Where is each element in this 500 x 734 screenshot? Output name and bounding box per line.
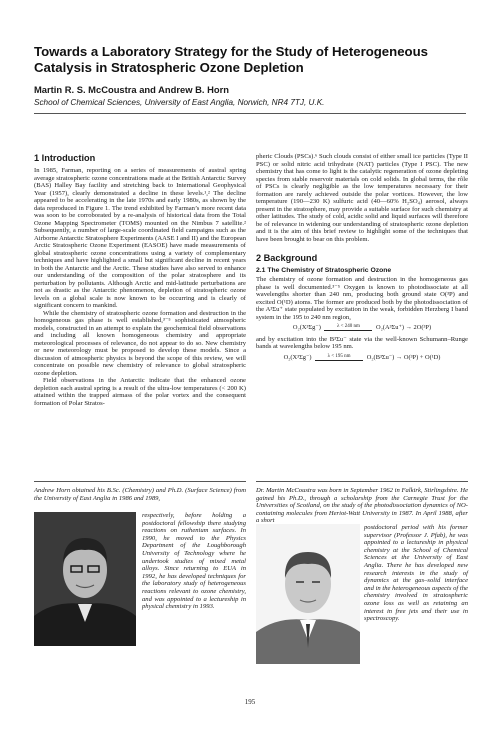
horn-bio-side: respectively, before holding a postdoctoral fellowship there studying reactions on ruthenium surfaces. In 1990, he moved to the Physics Department of the Loughborough University of Technology where he undertook studies of mixed metal alloys. Since returning to EUA in 1992, he has developed techniques for the laboratory study of heterogeneous reactions relevant to ozone chemistry, and was appointed to a lectureship in physical chemistry in 1993. (142, 512, 246, 611)
introduction-heading: 1 Introduction (34, 153, 96, 163)
portrait-image (256, 524, 360, 664)
portrait-image (34, 512, 136, 646)
intro-paragraph-1: In 1985, Farman, reporting on a series of measurements of austral spring average stratospheric ozone concentrations made at the British Antarctic Survey (BAS) Halley Bay facility and stretching back to International Geophysical Year (1957), clearly demonstrated a decline in these levels.¹,² The decline appeared to be accelerating in the late 1970s and early 1980s, as shown by the data reproduced in Figure 1. The trend exhibited by Farman’s more recent data was soon to be corroborated by a re-analysis of historical data from the Total Ozone Mapping Spectrometer (TOMS) mounted on the Nimbus 7 satellite.² Subsequently, a number of large-scale coordinated field campaigns such as the Airborne Antarctic Stratosphere Experiments (AASE I and II) and the European Arctic Stratospheric Ozone Experiment (EASOE) have made measurements of global stratospheric ozone concentrations using a variety of complementary techniques and have highlighted a small but significant decline in recent years in both the Antarctic and the Arctic. These studies have also served to enhance our understanding of the composition of the polar stratosphere and its perturbation by pollutants. Although Arctic and mid-latitude perturbations are not as drastic as the Antarctic phenomenon, depletion of stratospheric ozone levels on a global scale is now known to be occurring and is clearly of significant concern to mankind. (34, 167, 246, 309)
article-title: Towards a Laboratory Strategy for the Study of Heterogeneous Catalysis in Stratospheric Ozone Depletion (34, 44, 428, 75)
intro-paragraph-3-continued: pheric Clouds (PSCs).⁶ Such clouds consist of either small ice particles (Type II PSC) or solid nitric acid trihydrate (NAT) particles (Type I PSC). The new chemistry that has come to light is the catalytic regeneration of ozone depleting species from stable reservoir materials on cold solids. In global terms, the rôle of PSCs is clearly negligible as the low temperatures necessary for their formation are rarely achieved outside the polar vortices. However, the low temperature (190—230 K) sulfuric acid (40—60% H₂SO₄) aerosol, always present in the stratosphere, may provide a suitable surface for such chemistry at other latitudes. The study of cold, acidic solid and liquid surfaces will therefore be of relevance in widening our understanding of stratospheric ozone depletion and it is the aim of this brief review to highlight some of the techniques that have been brought to bear on this problem. (256, 153, 468, 243)
left-column (34, 153, 246, 479)
header-rule (34, 113, 466, 114)
intro-paragraph-3: Field observations in the Antarctic indicate that the enhanced ozone depletion each austral spring is a result of the ultra-low temperatures (< 200 K) attained within the trapped airmass of the polar vortex and the consequent formation of Polar Stratos- (34, 377, 246, 407)
ozone-chemistry-subheading: 2.1 The Chemistry of Stratospheric Ozone (256, 267, 392, 274)
background-heading: 2 Background (256, 253, 318, 263)
equation-1: O₂(X³Σg⁻) λ < 240 nm O₂(A³Σu⁺) → 2O(³P) (292, 324, 432, 331)
bio-rule-right (256, 481, 468, 482)
horn-photo (34, 512, 136, 646)
mccoustra-bio-top: Dr. Martin McCoustra was born in September 1962 in Falkirk, Stirlingshire. He gained his Ph.D., through a scholarship from the Carnegie Trust for the Universities of Scotland, on the study of the photodissociation dynamics of NO-containing molecules from Heriot-Watt University in 1987. In April 1988, after a short (256, 487, 468, 525)
equation-2: O₂(X³Σg⁻) λ < 195 nm O₂(B³Σu⁻) → O(³P) + O(¹D) (283, 353, 441, 361)
right-column (256, 153, 468, 473)
bio-rule-left (34, 481, 246, 482)
mccoustra-bio-side: postdoctoral period with his former supervisor (Professor J. Pfab), he was appointed to a lectureship in physical chemistry at the School of Chemical Sciences at the University of East Anglia. There he has developed new research interests in the study of dynamics at the gas–solid interface and in the heterogeneous aspects of the chemistry involved in stratospheric ozone loss as well as retaining an interest in free jets and their use in spectroscopy. (364, 524, 468, 623)
affiliation: School of Chemical Sciences, University of East Anglia, Norwich, NR4 7TJ, U.K. (34, 98, 325, 107)
intro-paragraph-2: While the chemistry of stratospheric ozone formation and destruction in the homogeneous gas phase is well established,³⁻⁵ sophisticated atmospheric models, constructed in an attempt to explain the geochemical field observations and including all known homogeneous chemistry and appropriate meteorological processes of relevance, do not appear to do so. New chemistry or new meteorology must be proposed to develop these models. Since a discussion of atmospheric physics is beyond the scope of this review, we will concentrate on possible new chemistry of relevance to global stratospheric ozone depletion. (34, 309, 246, 377)
authors: Martin R. S. McCoustra and Andrew B. Horn (34, 84, 229, 95)
page-number: 195 (244, 698, 256, 706)
background-paragraph-2: and by excitation into the B³Σu⁻ state via the well-known Schumann–Runge bands at wavelengths below 195 nm. (256, 335, 468, 350)
background-paragraph-1: The chemistry of ozone formation and destruction in the homogeneous gas phase is well documented.³⁻⁵ Oxygen is known to photodissociate at all wavelengths shorter than 240 nm, producing both ground state O(³P) and excited O(¹D) atoms. The former are produced both by the photodissociation of the A³Σu⁺ state populated by excitation in the weak, forbidden Herzberg I band system in the 195 to 240 nm region, (256, 276, 468, 321)
mccoustra-photo (256, 524, 360, 664)
horn-bio-top: Andrew Horn obtained his B.Sc. (Chemistry) and Ph.D. (Surface Science) from the University of East Anglia in 1986 and 1989, (34, 487, 246, 502)
